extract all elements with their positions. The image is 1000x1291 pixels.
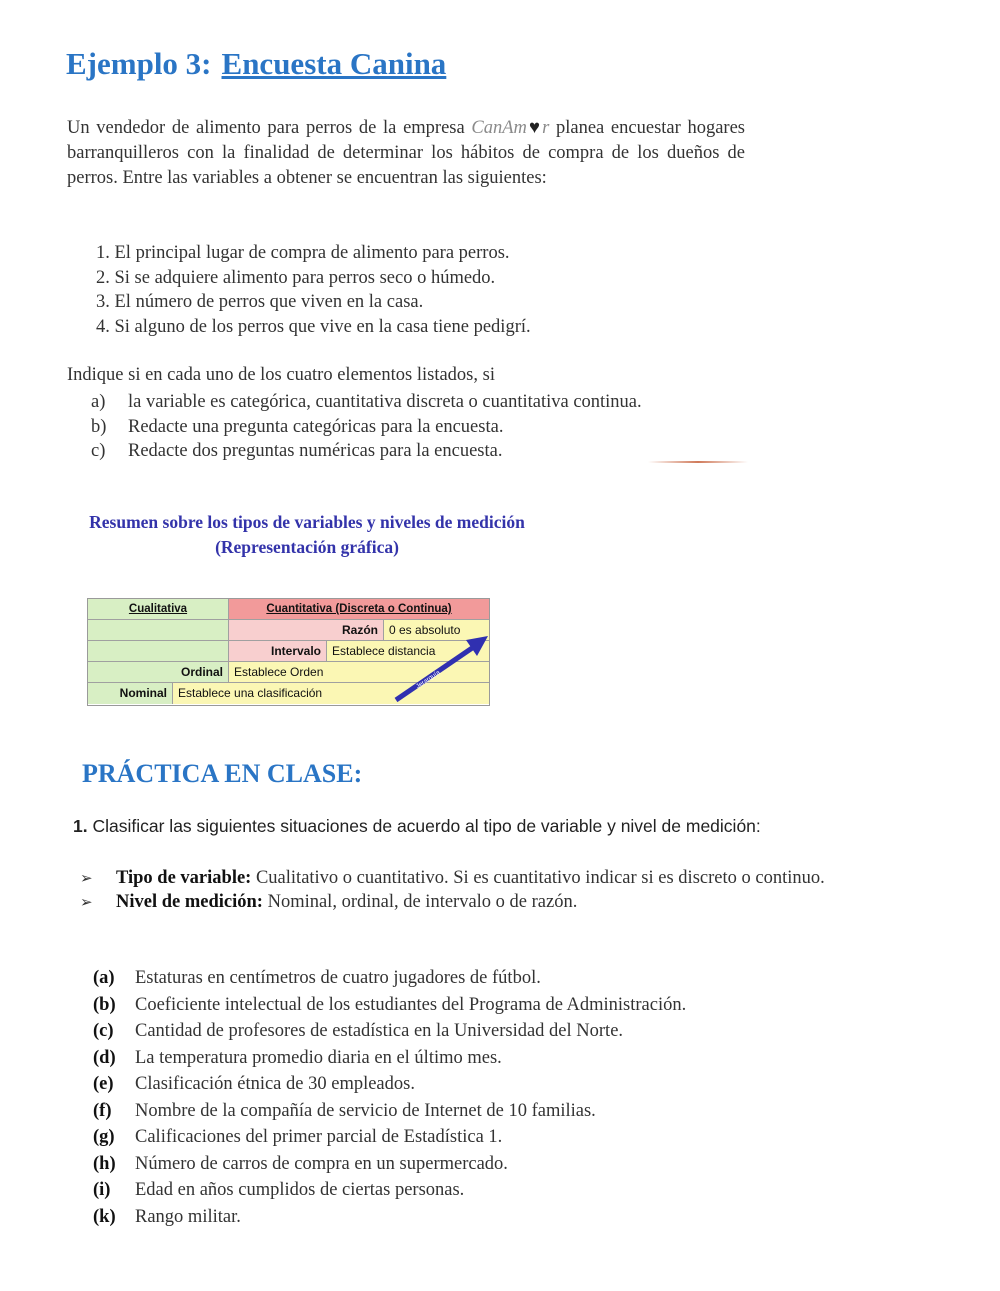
item-text: Cantidad de profesores de estadística en la Universidad del Norte. — [135, 1021, 624, 1041]
list-item: 1. El principal lugar de compra de alimento para perros. — [96, 243, 510, 263]
list-item: 4. Si alguno de los perros que vive en la casa tiene pedigrí. — [96, 316, 531, 337]
list-item: 3. El número de perros que viven en la casa. — [96, 292, 424, 312]
item-text: Rango militar. — [135, 1206, 241, 1227]
list-item — [93, 1045, 686, 1072]
intervalo-label: Intervalo — [229, 641, 327, 662]
title-prefix: Ejemplo 3: — [66, 46, 212, 81]
list-item — [93, 1018, 686, 1045]
header-qualitative: Cualitativa — [88, 599, 229, 620]
list-item — [93, 1124, 686, 1151]
item-text: Número de carros de compra en un supermercado. — [135, 1153, 508, 1174]
criteria-text: Nominal, ordinal, de intervalo o de razón. — [262, 892, 578, 912]
practice-heading: PRÁCTICA EN CLASE: — [82, 759, 363, 788]
item-letter: (a) — [93, 968, 115, 988]
decorative-divider — [648, 461, 748, 463]
list-item — [93, 1071, 686, 1098]
item-letter: (b) — [93, 994, 116, 1015]
variables-list — [96, 241, 531, 339]
arrow-bullet-icon: ➢ — [80, 869, 93, 887]
criteria-label: Tipo de variable: — [116, 868, 252, 888]
intro-after-brand: planea encuestar hogares barranquilleros con la finalidad de determinar los hábitos de compra de los dueños de perros. Entre las variables a obtener se encuentran las siguientes: — [67, 118, 746, 188]
measurement-levels-table — [87, 598, 490, 706]
nominal-desc: Establece una clasificación — [173, 683, 489, 704]
summary-line-2: (Representación gráfica) — [215, 537, 399, 557]
list-item — [93, 1098, 686, 1125]
razon-label: Razón — [229, 620, 384, 641]
summary-line-1: Resumen sobre los tipos de variables y niveles de medición — [89, 512, 525, 532]
criteria-list — [80, 866, 850, 914]
item-letter: (d) — [93, 1047, 116, 1068]
razon-desc: 0 es absoluto — [384, 620, 489, 641]
title-main: Encuesta Canina — [221, 46, 447, 81]
item-text: Calificaciones del primer parcial de Estadística 1. — [135, 1127, 503, 1147]
criteria-text: Cualitativo o cuantitativo. Si es cuantitativo indicar si es discreto o continuo. — [251, 868, 825, 888]
item-text: Clasificación étnica de 30 empleados. — [135, 1074, 415, 1094]
list-item — [93, 992, 686, 1019]
item-letter: (k) — [93, 1206, 116, 1227]
list-text: Redacte una pregunta categóricas para la encuesta. — [128, 416, 504, 437]
item-text: Coeficiente intelectual de los estudiantes del Programa de Administración. — [135, 994, 687, 1015]
list-item — [91, 439, 642, 464]
hierarchy-arrow-icon — [88, 599, 489, 705]
heart-icon: ♥ — [526, 118, 543, 138]
header-quantitative: Cuantitativa (Discreta o Continua) — [229, 599, 489, 620]
item-text: Edad en años cumplidos de ciertas personas. — [135, 1180, 465, 1200]
item-text: La temperatura promedio diaria en el último mes. — [135, 1047, 502, 1068]
list-item — [93, 1177, 686, 1204]
item-letter: (c) — [93, 1021, 114, 1041]
criteria-item — [80, 866, 850, 890]
intro-before-brand: Un vendedor de alimento para perros de la empresa — [67, 118, 472, 138]
practice-number: 1. — [73, 816, 88, 836]
criteria-label: Nivel de medición: — [116, 892, 263, 912]
list-text: la variable es categórica, cuantitativa discreta o cuantitativa continua. — [128, 392, 642, 412]
arrow-bullet-icon: ➢ — [80, 893, 93, 911]
list-letter: a) — [91, 392, 106, 412]
situations-list — [93, 965, 686, 1230]
item-text: Nombre de la compañía de servicio de Internet de 10 familias. — [135, 1100, 596, 1121]
practice-instruction-text: Clasificar las siguientes situaciones de acuerdo al tipo de variable y nivel de medición: — [92, 816, 761, 836]
list-item — [91, 390, 642, 415]
item-letter: (g) — [93, 1127, 115, 1147]
brand-part-b: r — [542, 118, 550, 138]
list-text: Redacte dos preguntas numéricas para la encuesta. — [128, 441, 503, 461]
list-item: 2. Si se adquiere alimento para perros seco o húmedo. — [96, 267, 496, 288]
instruction-text: Indique si en cada uno de los cuatro elementos listados, si — [67, 365, 495, 385]
list-item — [93, 1151, 686, 1178]
item-letter: (e) — [93, 1074, 114, 1094]
item-letter: (h) — [93, 1153, 116, 1174]
list-item — [91, 415, 642, 440]
list-item — [93, 965, 686, 992]
item-text: Estaturas en centímetros de cuatro jugadores de fútbol. — [135, 968, 541, 988]
intervalo-desc: Establece distancia — [327, 641, 489, 662]
ordinal-label: Ordinal — [88, 662, 229, 683]
summary-heading — [40, 510, 574, 560]
brand-name — [471, 118, 549, 138]
practice-instruction — [73, 816, 761, 837]
brand-part-a: CanAm — [471, 118, 527, 138]
page-title — [66, 46, 446, 82]
list-item — [93, 1204, 686, 1231]
list-letter: b) — [91, 416, 107, 437]
nominal-label: Nominal — [88, 683, 173, 704]
criteria-item — [80, 890, 850, 914]
tasks-list — [91, 390, 642, 464]
ordinal-desc: Establece Orden — [229, 662, 489, 683]
item-letter: (i) — [93, 1180, 111, 1200]
item-letter: (f) — [93, 1100, 112, 1121]
list-letter: c) — [91, 441, 106, 461]
hierarchy-label: Jerarquía — [414, 669, 442, 691]
intro-paragraph — [67, 116, 745, 191]
